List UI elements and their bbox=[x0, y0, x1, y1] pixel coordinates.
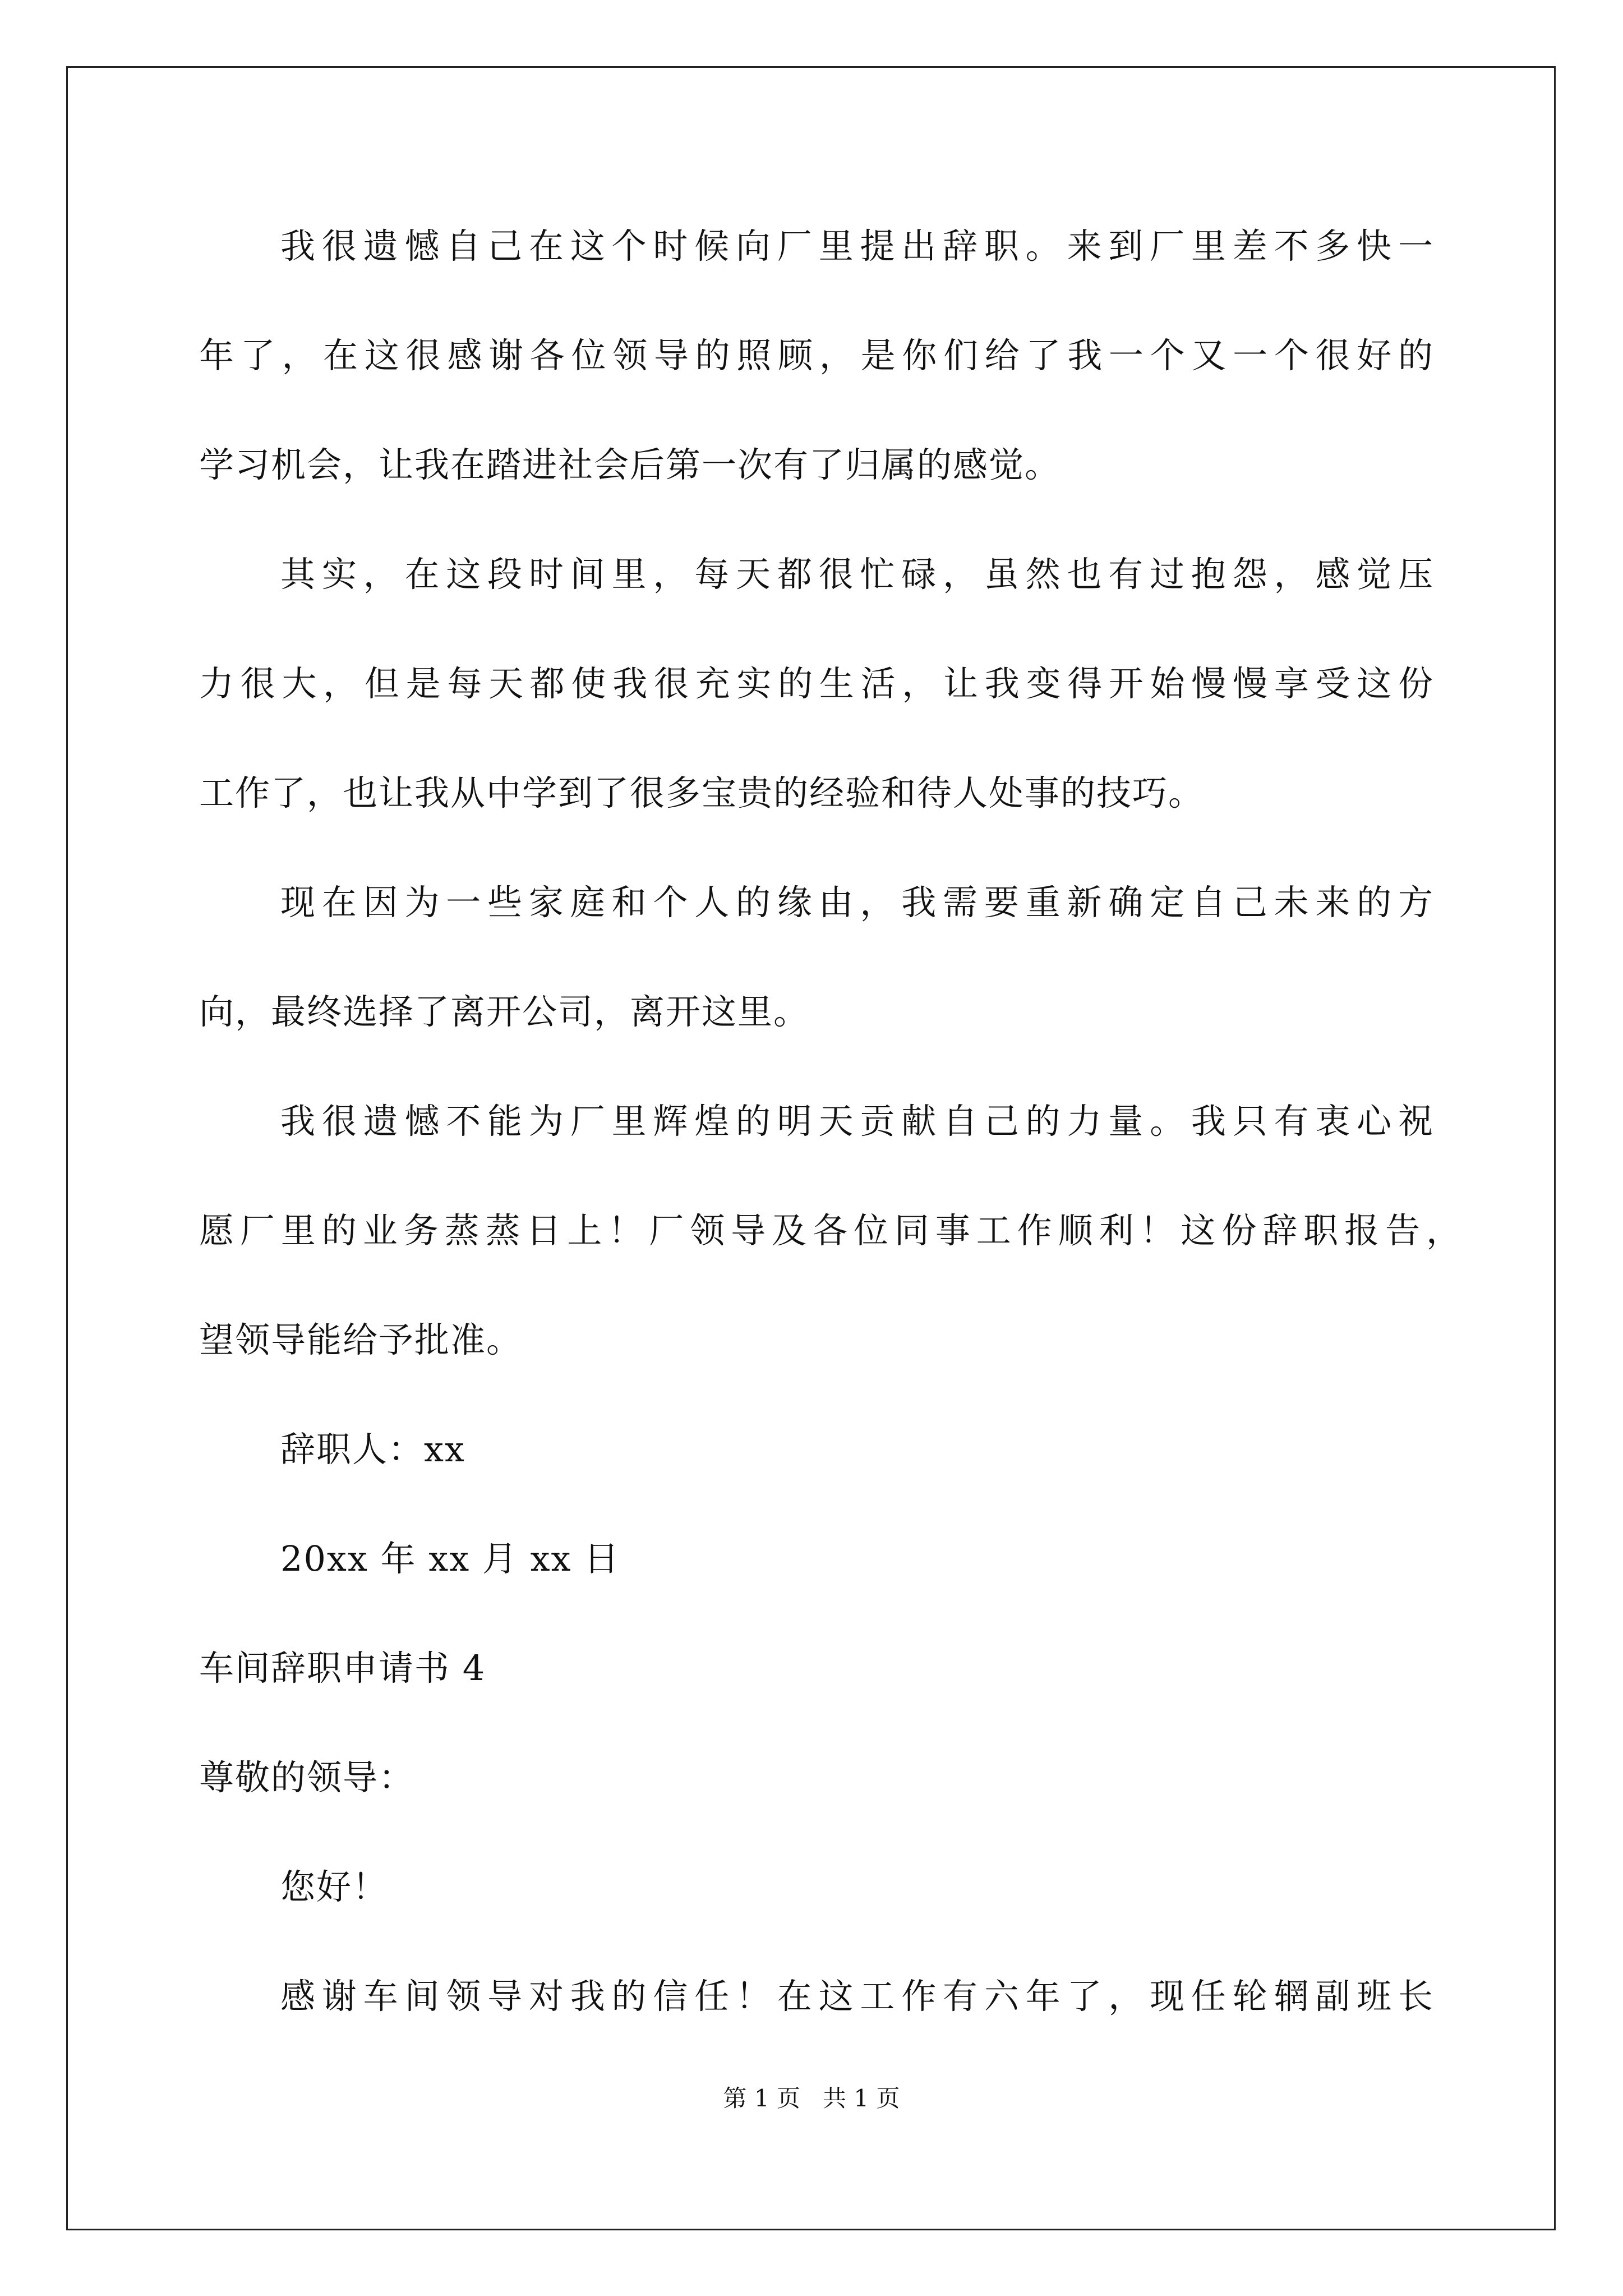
paragraph-1-line-3: 学习机会，让我在踏进社会后第一次有了归属的感觉。 bbox=[199, 444, 1061, 485]
paragraph-1-line-2: 年了，在这很感谢各位领导的照顾，是你们给了我一个又一个很好的 bbox=[199, 335, 1433, 376]
paragraph-2-line-1: 其实，在这段时间里，每天都很忙碌，虽然也有过抱怨，感觉压 bbox=[280, 554, 1433, 595]
paragraph-2-line-2: 力很大，但是每天都使我很充实的生活，让我变得开始慢慢享受这份 bbox=[199, 663, 1433, 704]
paragraph-3-line-1: 现在因为一些家庭和个人的缘由，我需要重新确定自己未来的方 bbox=[280, 882, 1433, 923]
paragraph-3-line-2: 向，最终选择了离开公司，离开这里。 bbox=[199, 991, 810, 1032]
salutation: 尊敬的领导： bbox=[199, 1757, 415, 1798]
paragraph-2-line-3: 工作了，也让我从中学到了很多宝贵的经验和待人处事的技巧。 bbox=[199, 772, 1205, 813]
paragraph-4-line-3: 望领导能给予批准。 bbox=[199, 1319, 523, 1360]
paragraph-4-line-1: 我很遗憾不能为厂里辉煌的明天贡献自己的力量。我只有衷心祝 bbox=[280, 1101, 1433, 1142]
next-letter-title: 车间辞职申请书 4 bbox=[199, 1648, 486, 1688]
date-line: 20xx 年 xx 月 xx 日 bbox=[280, 1538, 620, 1579]
greeting: 您好！ bbox=[280, 1866, 389, 1907]
paragraph-1-line-1: 我很遗憾自己在这个时候向厂里提出辞职。来到厂里差不多快一 bbox=[280, 226, 1433, 266]
signer-line: 辞职人：xx bbox=[280, 1429, 465, 1470]
body-last-line: 感谢车间领导对我的信任！在这工作有六年了，现任轮辋副班长 bbox=[280, 1976, 1433, 2017]
page-number-footer: 第 1 页 共 1 页 bbox=[723, 2085, 900, 2112]
paragraph-4-line-2: 愿厂里的业务蒸蒸日上！厂领导及各位同事工作顺利！这份辞职报告， bbox=[199, 1210, 1461, 1251]
